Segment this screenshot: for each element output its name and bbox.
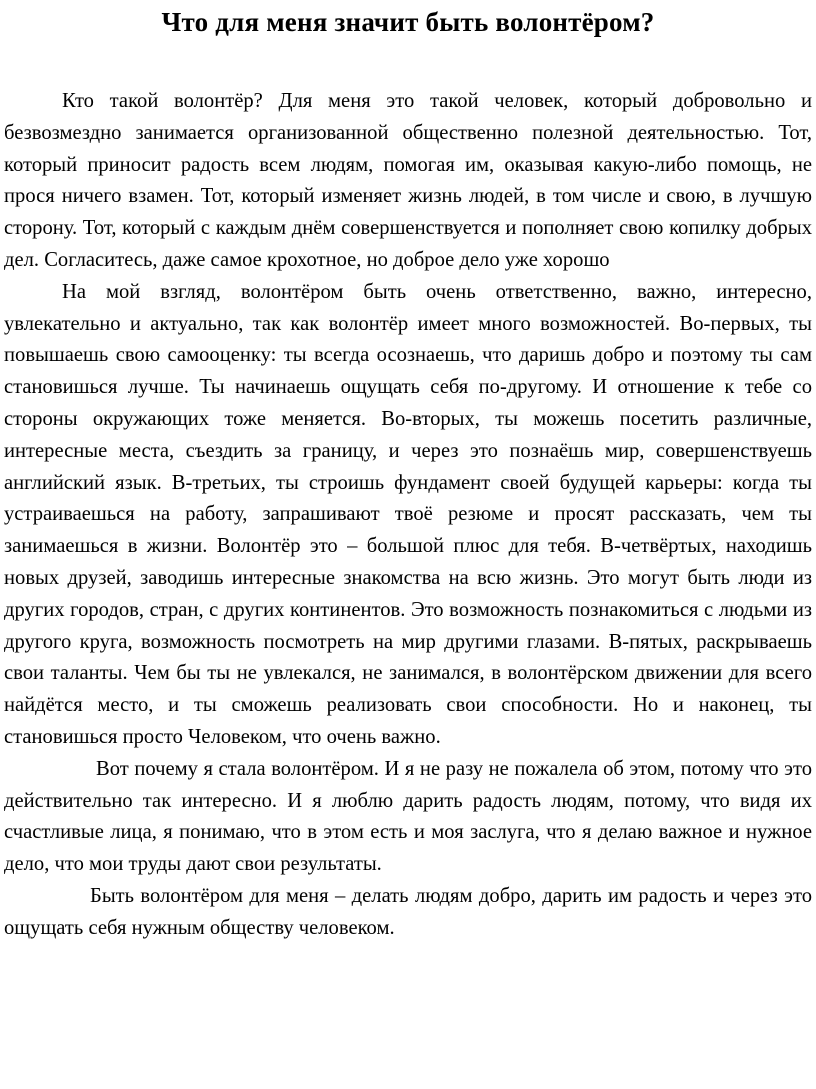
paragraph-benefits: На мой взгляд, волонтёром быть очень ответственно, важно, интересно, увлекательно и актуально, так как волонтёр имеет много возможностей. Во-первых, ты повышаешь свою самооценку: ты всегда осознаешь, что даришь добро и поэтому ты сам становишься лучше. Ты начинаешь ощущать себя по-другому. И отношение к тебе со стороны окружающих тоже меняется. Во-вторых, ты можешь посетить различные, интересные места, съездить за границу, и через это познаёшь мир, совершенствуешь английский язык. В-третьих, ты строишь фундамент своей будущей карьеры: когда ты устраиваешься на работу, запрашивают твоё резюме и просят рассказать, чем ты занимаешься в жизни. Волонтёр это – большой плюс для тебя. В-четвёртых, находишь новых друзей, заводишь интересные знакомства на всю жизнь. Это могут быть люди из других городов, стран, с других континентов. Это возможность познакомиться с людьми из другого круга, возможность посмотреть на мир другими глазами. В-пятых, раскрываешь свои таланты. Чем бы ты не увлекался, не занимался, в волонтёрском движении для всего найдётся место, и ты сможешь реализовать свои способности. Но и наконец, ты становишься просто Человеком, что очень важно. [4, 280, 812, 748]
document-body [4, 86, 812, 945]
paragraph-why-became: Вот почему я стала волонтёром. И я не разу не пожалела об этом, потому что это действительно так интересно. И я люблю дарить радость людям, потому, что видя их счастливые лица, я понимаю, что в этом есть и моя заслуга, что я делаю важное и нужное дело, что мои труды дают свои результаты. [4, 757, 812, 876]
paragraph-conclusion: Быть волонтёром для меня – делать людям добро, дарить им радость и через это ощущать себя нужным обществу человеком. [4, 884, 812, 939]
document-title: Что для меня значит быть волонтёром? [161, 7, 655, 37]
paragraph-who-is-volunteer: Кто такой волонтёр? Для меня это такой человек, который добровольно и безвозмездно занимается организованной общественно полезной деятельностью. Тот, который приносит радость всем людям, помогая им, оказывая какую-либо помощь, не прося ничего взамен. Тот, который изменяет жизнь людей, в том числе и свою, в лучшую сторону. Тот, который с каждым днём совершенствуется и пополняет свою копилку добрых дел. Согласитесь, даже самое крохотное, но доброе дело уже хорошо [4, 90, 812, 271]
